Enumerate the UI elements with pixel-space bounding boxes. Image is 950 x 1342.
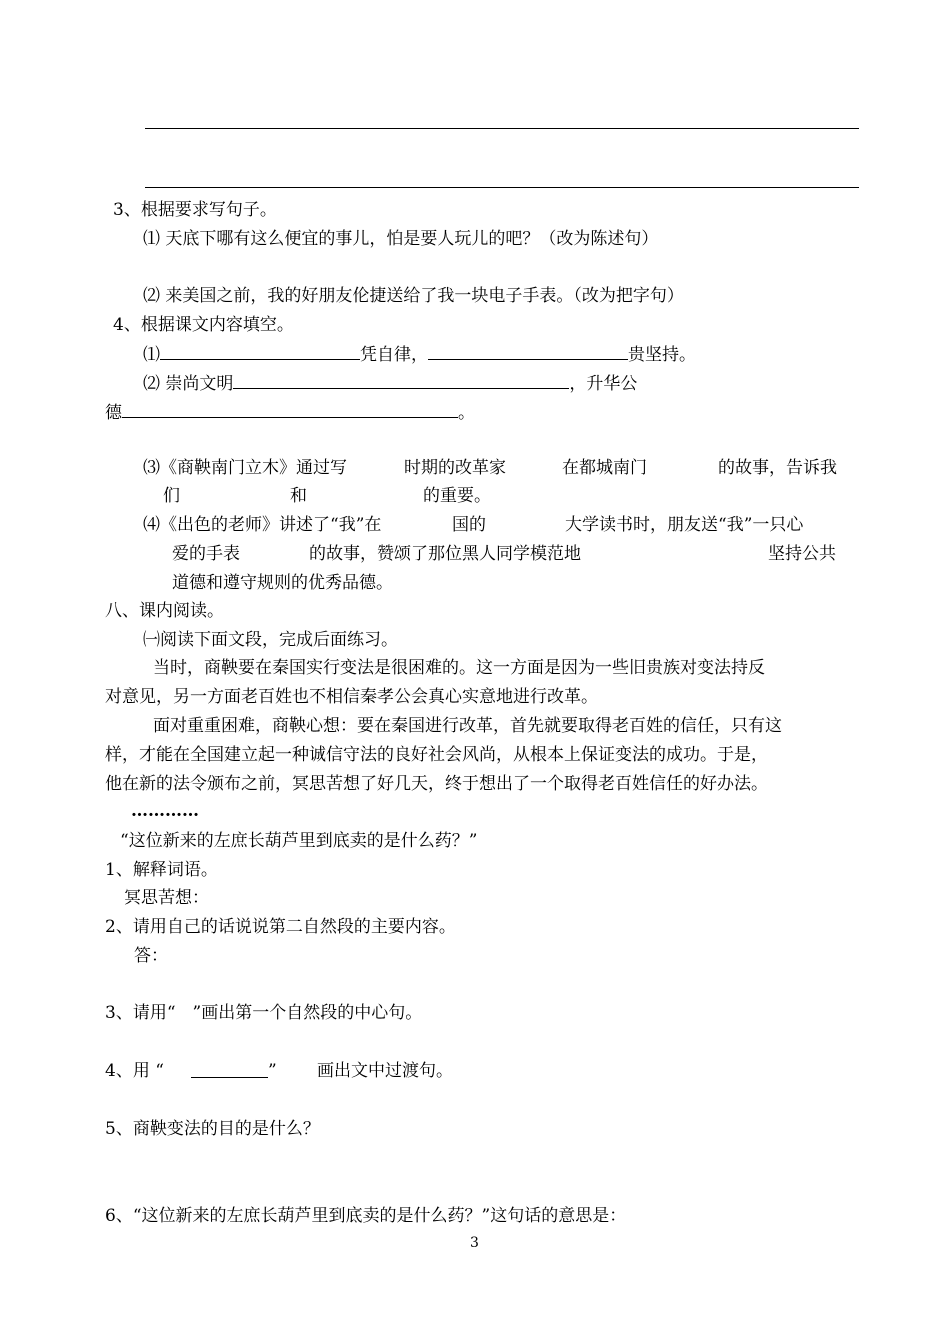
question-6: 6、“这位新来的左庶长葫芦里到底卖的是什么药？”这句话的意思是： [105, 1206, 627, 1226]
q4-item-1 [143, 342, 696, 366]
q4-item-3-part-3: 在都城南门 [562, 458, 647, 478]
q4-title: 4、根据课文内容填空。 [113, 315, 294, 335]
q4-item-1-end: 贵坚持。 [628, 345, 696, 365]
answer-line-1 [145, 128, 859, 129]
q3-item-2: ⑵ 来美国之前，我的好朋友伦捷送给了我一块电子手表。（改为把字句） [143, 286, 684, 306]
q3-title: 3、根据要求写句子。 [113, 200, 277, 220]
q4-item-3-part-5: 们 [163, 486, 180, 506]
transition-underline-sample [191, 1077, 268, 1078]
q3-item-1: ⑴ 天底下哪有这么便宜的事儿，怕是要人玩儿的吧？（改为陈述句） [143, 229, 659, 249]
q4-item-4-part-4: 爱的手表 [172, 544, 240, 564]
q4-item-3-part-4: 的故事，告诉我 [718, 458, 837, 478]
q4-item-3-part-1: ⑶《商鞅南门立木》通过写 [143, 458, 347, 478]
fill-blank[interactable] [233, 371, 569, 389]
para-1-line-2: 对意见，另一方面老百姓也不相信秦孝公会真心实意地进行改革。 [105, 687, 598, 707]
ellipsis: ………… [131, 801, 199, 821]
q4-item-2-line2 [105, 400, 475, 424]
fill-blank[interactable] [160, 342, 360, 360]
q4-item-2-mid: ，升华公 [569, 374, 638, 394]
q4-item-4-part-7: 道德和遵守规则的优秀品德。 [172, 573, 393, 593]
q4-item-2 [143, 371, 637, 395]
q4-item-4-part-3: 大学读书时，朋友送“我”一只心 [565, 515, 804, 535]
question-4-c: 画出文中过渡句。 [317, 1061, 453, 1081]
q4-item-2-end: 。 [458, 403, 475, 423]
q4-item-1-mid: 凭自律， [360, 345, 428, 365]
page-number: 3 [470, 1235, 479, 1251]
fill-blank[interactable] [428, 342, 628, 360]
para-1-line-1: 当时，商鞅要在秦国实行变法是很困难的。这一方面是因为一些旧贵族对变法持反 [153, 658, 765, 678]
q4-item-4-part-1: ⑷《出色的老师》讲述了“我”在 [143, 515, 382, 535]
answer-line-2 [145, 187, 859, 188]
section-8-sub: ㈠阅读下面文段，完成后面练习。 [143, 630, 398, 650]
section-8-title: 八、课内阅读。 [105, 601, 224, 621]
question-4-b: ” [268, 1061, 277, 1081]
question-4-a: 4、用 “ [105, 1061, 164, 1081]
q4-item-3-part-6: 和 [290, 486, 307, 506]
passage-quote: “这位新来的左庶长葫芦里到底卖的是什么药？” [120, 831, 478, 851]
q4-item-4-part-2: 国的 [452, 515, 486, 535]
q4-item-1-num: ⑴ [143, 345, 160, 365]
q4-item-2-line2-text: 德 [105, 403, 122, 423]
question-1: 1、解释词语。 [105, 860, 218, 880]
q4-item-3-part-7: 的重要。 [423, 486, 491, 506]
question-1-word: 冥思苦想： [124, 888, 209, 908]
q4-item-4-part-6: 坚持公共 [768, 544, 836, 564]
question-2: 2、请用自己的话说说第二自然段的主要内容。 [105, 917, 456, 937]
para-2-line-3: 他在新的法令颁布之前，冥思苦想了好几天，终于想出了一个取得老百姓信任的好办法。 [105, 774, 768, 794]
question-5: 5、商鞅变法的目的是什么？ [105, 1119, 320, 1139]
question-3: 3、请用“ ”画出第一个自然段的中心句。 [105, 1003, 423, 1023]
q4-item-3-part-2: 时期的改革家 [404, 458, 506, 478]
q4-item-2-text: ⑵ 崇尚文明 [143, 374, 234, 394]
para-2-line-2: 样，才能在全国建立起一种诚信守法的良好社会风尚，从根本上保证变法的成功。于是， [105, 745, 768, 765]
para-2-line-1: 面对重重困难，商鞅心想：要在秦国进行改革，首先就要取得老百姓的信任，只有这 [153, 716, 782, 736]
fill-blank[interactable] [122, 400, 458, 418]
question-2-answer: 答： [134, 946, 168, 966]
q4-item-4-part-5: 的故事，赞颂了那位黑人同学模范地 [309, 544, 581, 564]
